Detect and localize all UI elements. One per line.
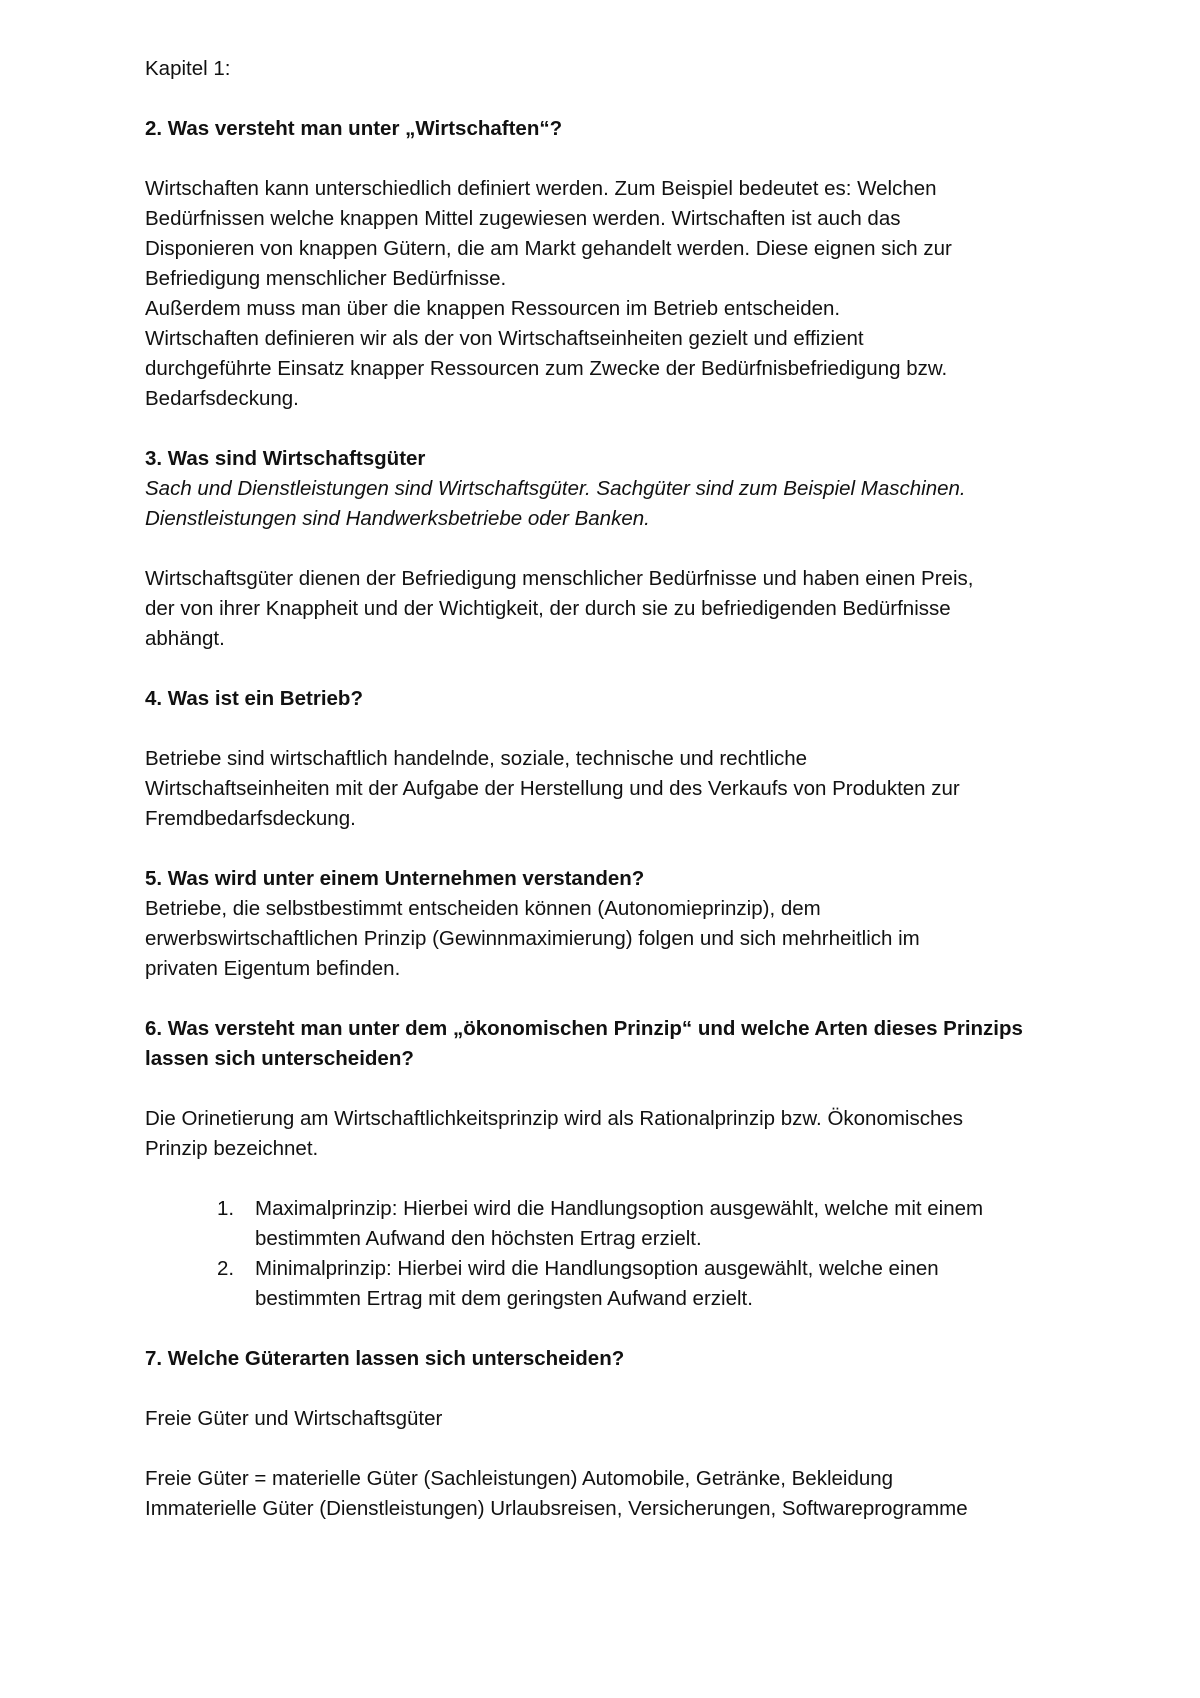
- q2-line: durchgeführte Einsatz knapper Ressourcen zum Zwecke der Bedürfnisbefriedigung bzw.: [145, 357, 948, 380]
- q5-line: erwerbswirtschaftlichen Prinzip (Gewinnmaximierung) folgen und sich mehrheitlich im: [145, 927, 920, 950]
- q5-line: Betriebe, die selbstbestimmt entscheiden können (Autonomieprinzip), dem: [145, 897, 821, 920]
- q5-answer: [145, 894, 1075, 984]
- list-item-line: bestimmten Ertrag mit dem geringsten Aufwand erzielt.: [255, 1287, 753, 1310]
- q3-answer: [145, 564, 1075, 654]
- q6-line: Prinzip bezeichnet.: [145, 1137, 319, 1160]
- q5-line: privaten Eigentum befinden.: [145, 957, 401, 980]
- spacer: [145, 1074, 1075, 1104]
- q3-italic-answer: [145, 474, 1075, 534]
- q2-answer: [145, 174, 1075, 414]
- q2-line: Bedarfsdeckung.: [145, 387, 299, 410]
- q3-line: abhängt.: [145, 627, 225, 650]
- chapter-title: Kapitel 1:: [145, 57, 231, 80]
- q6-line: Die Orinetierung am Wirtschaftlichkeitsprinzip wird als Rationalprinzip bzw. Ökonomisches: [145, 1107, 964, 1130]
- spacer: [145, 984, 1075, 1014]
- list-item-line: Minimalprinzip: Hierbei wird die Handlungsoption ausgewählt, welche einen: [255, 1257, 939, 1280]
- q2-line: Disponieren von knappen Gütern, die am Markt gehandelt werden. Diese eignen sich zur: [145, 237, 952, 260]
- q4-answer: [145, 744, 1075, 834]
- list-item-line: bestimmten Aufwand den höchsten Ertrag erzielt.: [255, 1227, 702, 1250]
- q7-line: Immaterielle Güter (Dienstleistungen) Urlaubsreisen, Versicherungen, Softwareprogramme: [145, 1497, 968, 1520]
- q4-line: Wirtschaftseinheiten mit der Aufgabe der Herstellung und des Verkaufs von Produkten zur: [145, 777, 960, 800]
- q3-italic-line: Sach und Dienstleistungen sind Wirtschaftsgüter. Sachgüter sind zum Beispiel Maschinen.: [145, 477, 966, 500]
- q4-line: Betriebe sind wirtschaftlich handelnde, soziale, technische und rechtliche: [145, 747, 808, 770]
- q7-line: Freie Güter = materielle Güter (Sachleistungen) Automobile, Getränke, Bekleidung: [145, 1467, 894, 1490]
- q3-line: Wirtschaftsgüter dienen der Befriedigung menschlicher Bedürfnisse und haben einen Preis,: [145, 567, 974, 590]
- spacer: [145, 1434, 1075, 1464]
- spacer: [145, 414, 1075, 444]
- spacer: [145, 534, 1075, 564]
- q6-heading-line: 6. Was versteht man unter dem „ökonomischen Prinzip“ und welche Arten dieses Prinzips: [145, 1017, 1023, 1040]
- q2-heading: 2. Was versteht man unter „Wirtschaften“?: [145, 117, 563, 140]
- q4-line: Fremdbedarfsdeckung.: [145, 807, 356, 830]
- q2-line: Bedürfnissen welche knappen Mittel zugewiesen werden. Wirtschaften ist auch das: [145, 207, 901, 230]
- document-page: [145, 54, 1075, 1524]
- q2-line: Wirtschaften kann unterschiedlich definiert werden. Zum Beispiel bedeutet es: Welchen: [145, 177, 937, 200]
- spacer: [145, 1374, 1075, 1404]
- q3-italic-line: Dienstleistungen sind Handwerksbetriebe oder Banken.: [145, 507, 650, 530]
- spacer: [145, 834, 1075, 864]
- q6-heading: [145, 1014, 1075, 1074]
- spacer: [145, 1314, 1075, 1344]
- q2-line: Außerdem muss man über die knappen Ressourcen im Betrieb entscheiden.: [145, 297, 841, 320]
- q3-heading: 3. Was sind Wirtschaftsgüter: [145, 447, 426, 470]
- q6-answer: [145, 1104, 1075, 1164]
- spacer: [145, 714, 1075, 744]
- q7-heading: 7. Welche Güterarten lassen sich unterscheiden?: [145, 1347, 625, 1370]
- q3-line: der von ihrer Knappheit und der Wichtigkeit, der durch sie zu befriedigenden Bedürfnisse: [145, 597, 951, 620]
- list-number: 2.: [217, 1257, 235, 1280]
- list-item: [145, 1194, 1075, 1254]
- spacer: [145, 1164, 1075, 1194]
- q7-answer: [145, 1464, 1075, 1524]
- q5-heading: 5. Was wird unter einem Unternehmen verstanden?: [145, 867, 645, 890]
- principle-list: [145, 1194, 1075, 1314]
- q6-heading-line: lassen sich unterscheiden?: [145, 1047, 414, 1070]
- list-item-line: Maximalprinzip: Hierbei wird die Handlungsoption ausgewählt, welche mit einem: [255, 1197, 984, 1220]
- q4-heading: 4. Was ist ein Betrieb?: [145, 687, 363, 710]
- q2-line: Wirtschaften definieren wir als der von Wirtschaftseinheiten gezielt und effizient: [145, 327, 864, 350]
- list-item: [145, 1254, 1075, 1314]
- spacer: [145, 84, 1075, 114]
- list-number: 1.: [217, 1197, 235, 1220]
- q7-intro: Freie Güter und Wirtschaftsgüter: [145, 1407, 443, 1430]
- spacer: [145, 144, 1075, 174]
- spacer: [145, 654, 1075, 684]
- q2-line: Befriedigung menschlicher Bedürfnisse.: [145, 267, 507, 290]
